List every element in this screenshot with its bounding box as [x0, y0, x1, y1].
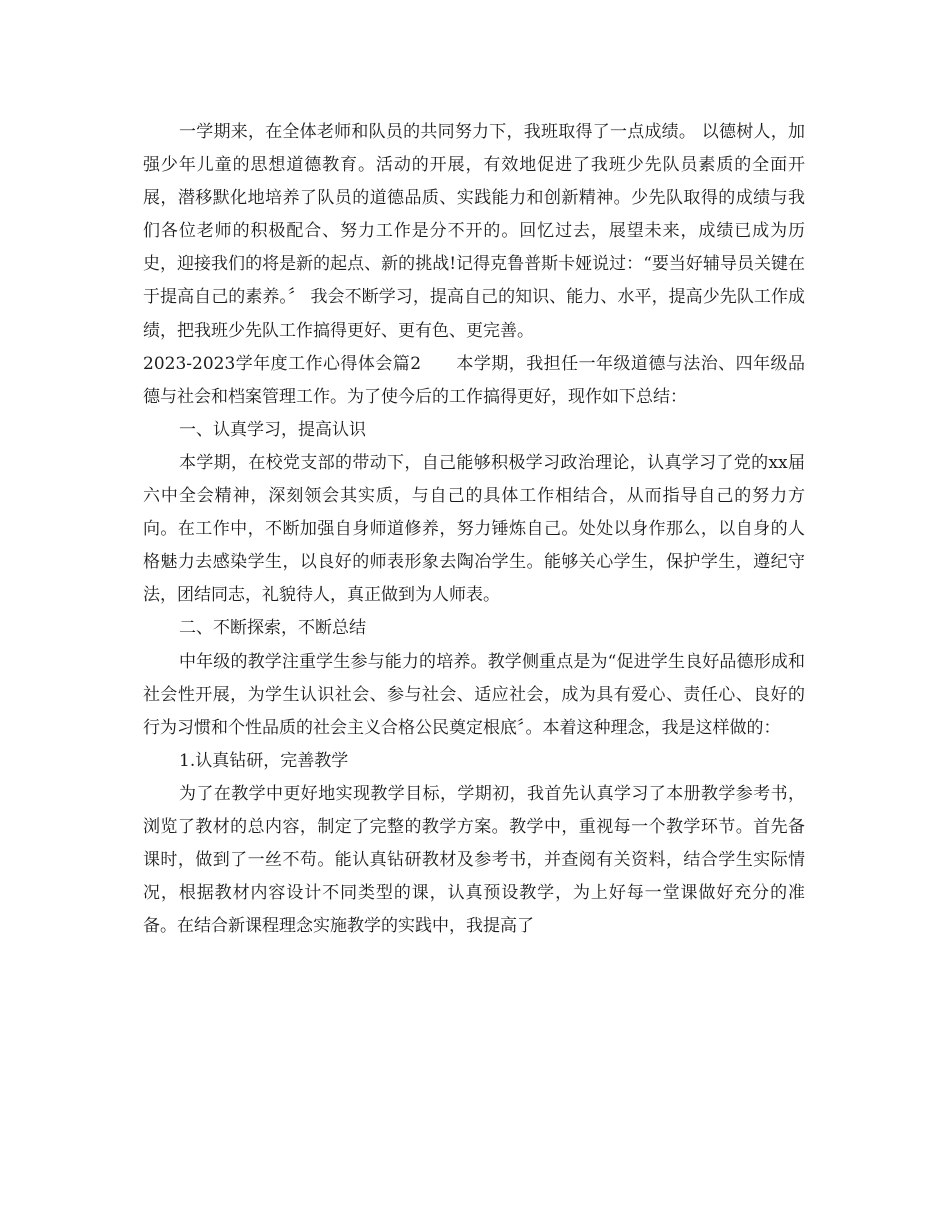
paragraph-teaching-preparation: 为了在教学中更好地实现教学目标，学期初，我首先认真学习了本册教学参考书，浏览了教材的总内容，制定了完整的教学方案。教学中，重视每一个教学环节。首先备课时，做到了一丝不苟。能认真钻研教材及参考书，并查阅有关资料，结合学生实际情况，根据教材内容设计不同类型的课，认真预设教学，为上好每一堂课做好充分的准备。在结合新课程理念实施教学的实践中，我提高了	[143, 783, 805, 937]
paragraph-study: 本学期，在校党支部的带动下，自己能够积极学习政治理论，认真学习了党的xx届六中全会精神，深刻领会其实质，与自己的具体工作相结合，从而指导自己的努力方向。在工作中，不断加强自身师道修养，努力锤炼自己。处处以身作那么，以自身的人格魅力去感染学生，以良好的师表形象去陶冶学生。能够关心学生，保护学生，遵纪守法，团结同志，礼貌待人，真正做到为人师表。	[143, 452, 805, 606]
section-heading-2: 二、不断探索，不断总结	[179, 618, 366, 639]
section-heading-1: 一、认真学习，提高认识	[179, 419, 366, 440]
subsection-heading-1: 1.认真钻研，完善教学	[179, 750, 349, 771]
document-page	[143, 116, 805, 943]
paragraph-summary: 一学期来，在全体老师和队员的共同努力下，我班取得了一点成绩。 以德树人，加强少年儿童的思想道德教育。活动的开展，有效地促进了我班少先队员素质的全面开展，潜移默化地培养了队员的道德品质、实践能力和创新精神。少先队取得的成绩与我们各位老师的积极配合、努力工作是分不开的。回忆过去，展望未来，成绩已成为历史，迎接我们的将是新的起点、新的挑战!记得克鲁普斯卡娅说过：“要当好辅导员关键在于提高自己的素养。〞 我会不断学习，提高自己的知识、能力、水平，提高少先队工作成绩，把我班少先队工作搞得更好、更有色、更完善。	[143, 122, 805, 341]
paragraph-teaching-focus: 中年级的教学注重学生参与能力的培养。教学侧重点是为“促进学生良好品德形成和社会性开展，为学生认识社会、参与社会、适应社会，成为具有爱心、责任心、良好的行为习惯和个性品质的社会主义合格公民奠定根底〞。本着这种理念，我是这样做的：	[143, 651, 805, 738]
paragraph-article-title: 2023-2023学年度工作心得体会篇2 本学期，我担任一年级道德与法治、四年级品德与社会和档案管理工作。为了使今后的工作搞得更好，现作如下总结：	[143, 353, 805, 407]
